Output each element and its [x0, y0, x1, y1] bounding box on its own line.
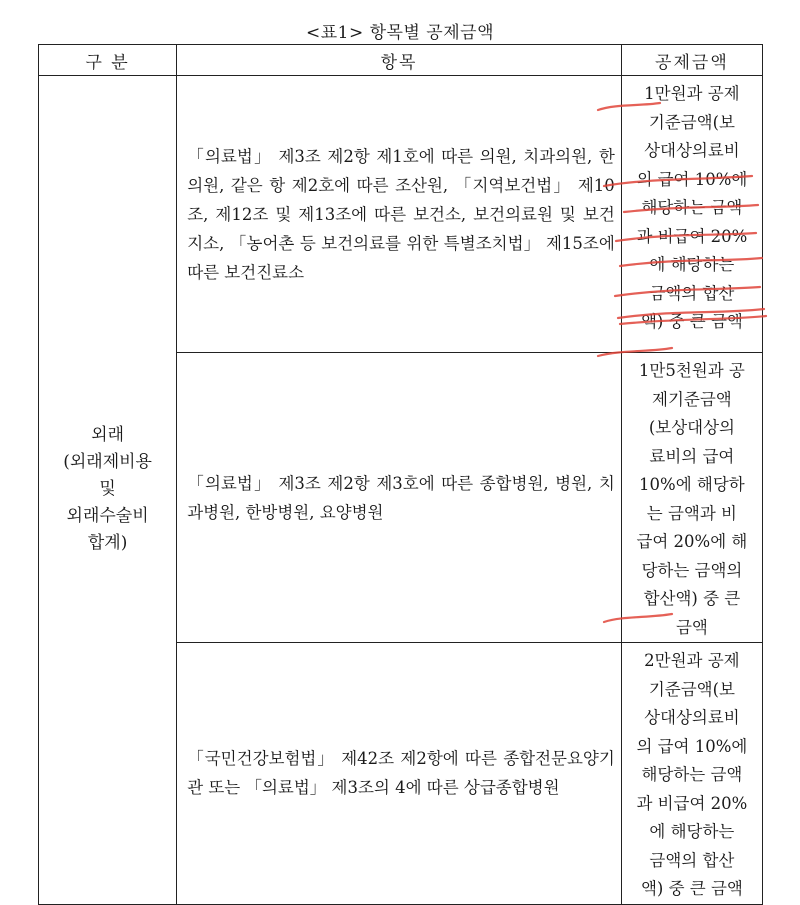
amount-cell: [621, 643, 762, 905]
header-row: [39, 45, 763, 76]
category-line: 외래수술비: [66, 506, 149, 527]
deduction-table: [38, 44, 763, 905]
item-cell: 「의료법」 제3조 제2항 제3호에 따른 종합병원, 병원, 치과병원, 한방병원, 요양병원: [177, 353, 622, 643]
category-line: (외래제비용: [63, 452, 152, 473]
amount-line: 의 급여 10%에: [636, 169, 748, 189]
category-line: 및: [99, 479, 116, 500]
amount-line: (보상대상의: [648, 418, 735, 437]
amount-line: 합산액) 중 큰: [643, 589, 741, 608]
header-item: 항목: [177, 45, 622, 76]
header-category: 구 분: [39, 45, 177, 76]
amount-line: 의 급여 10%에: [636, 736, 748, 756]
item-cell: 「의료법」 제3조 제2항 제1호에 따른 의원, 치과의원, 한의원, 같은 항 제2호에 따른 조산원, 「지역보건법」 제10조, 제12조 및 제13조에 따른 보건소, 보건의료원 및 보건지소, 「농어촌 등 보건의료를 위한 특별조치법」 제15조에 따른 보건진료소: [177, 76, 622, 353]
amount-line: 는 금액과 비: [646, 503, 737, 523]
amount-line: 상대상의료비: [644, 708, 740, 727]
amount-line: 10%에 해당하: [639, 475, 745, 494]
amount-line: 해당하는 금액: [641, 765, 743, 784]
amount-line: 에 해당하는: [649, 822, 735, 841]
amount-line: 과 비급여 20%: [636, 793, 748, 813]
amount-line: 당하는 금액의: [641, 560, 743, 580]
amount-line: 금액의 합산: [649, 283, 735, 303]
amount-line: 액) 중 큰 금액: [640, 879, 743, 898]
amount-cell: [621, 76, 762, 353]
amount-line: 금액: [675, 617, 708, 637]
amount-line: 액) 중 큰 금액: [640, 312, 743, 331]
amount-cell: [621, 353, 762, 643]
amount-line: 1만5천원과 공: [638, 361, 745, 380]
amount-line: 1만원과 공제: [644, 84, 740, 103]
amount-line: 제기준금액: [652, 389, 732, 409]
amount-line: 에 해당하는: [649, 255, 735, 274]
amount-line: 료비의 급여: [649, 446, 735, 466]
amount-line: 금액의 합산: [649, 850, 735, 870]
category-cell: [39, 76, 177, 905]
item-cell: 「국민건강보험법」 제42조 제2항에 따른 종합전문요양기관 또는 「의료법」 제3조의 4에 따른 상급종합병원: [177, 643, 622, 905]
amount-line: 기준금액(보: [648, 679, 735, 699]
amount-line: 해당하는 금액: [641, 198, 743, 217]
table-row: [39, 76, 763, 353]
amount-line: 상대상의료비: [644, 141, 740, 160]
category-line: 외래: [91, 425, 125, 446]
table-caption: <표1> 항목별 공제금액: [306, 23, 494, 43]
amount-line: 2만원과 공제: [644, 651, 740, 670]
header-amount: 공제금액: [621, 45, 762, 76]
amount-line: 급여 20%에 해: [636, 532, 748, 551]
amount-line: 과 비급여 20%: [636, 226, 748, 246]
amount-line: 기준금액(보: [648, 112, 735, 132]
category-line: 합계): [87, 533, 128, 554]
